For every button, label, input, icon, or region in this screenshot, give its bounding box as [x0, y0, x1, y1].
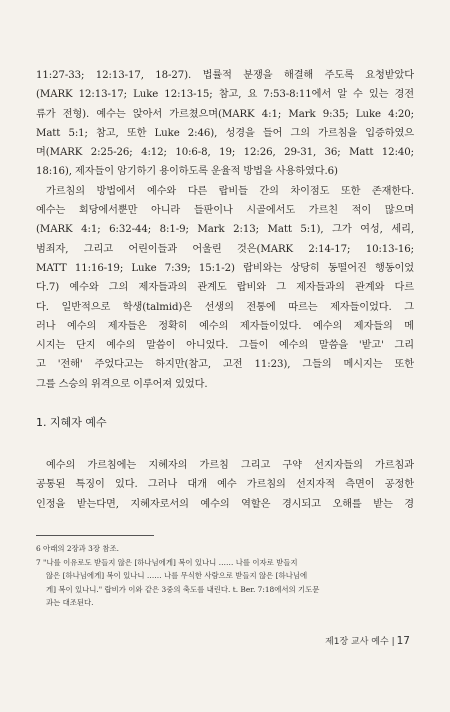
text-line: 시지는 단지 예수의 말씀이 아니었다. 그들이 예수의 말씀을 '받고' 그리	[36, 340, 414, 352]
page-footer	[325, 634, 410, 647]
footnote-divider	[36, 535, 154, 536]
text-line: 다.7) 예수와 그의 제자들과의 관계도 랍비와 그 제자들과의 관계와 다르	[36, 282, 414, 294]
text-line: 며(MARK 2:25-26; 4:12; 10:6-8, 19; 12:26, 29-31, 36; Matt 12:40;	[36, 147, 414, 159]
text-line: 인정을 받는다면, 지혜자로서의 예수의 역할은 경시되고 오해를 받는 경	[36, 498, 414, 510]
text-line: 18:16), 제자들이 암기하기 용이하도록 운율적 방법을 사용하였다.6)	[36, 166, 338, 178]
footnote-line: 과는 대조된다.	[46, 598, 94, 607]
text-line: 다. 일반적으로 학생(talmid)은 선생의 전통에 따르는 제자들이었다. 그	[36, 301, 414, 313]
text-line: 그를 스승의 위격으로 이루어져 있었다.	[36, 378, 208, 390]
text-line: (MARK 12:13-17; Luke 12:13-15; 참고, 요 7:53-8:11에서 알 수 있는 경전	[36, 89, 414, 101]
section-paragraph	[36, 456, 414, 514]
text-line: 러나 예수의 제자들은 정확히 예수의 제자들이었다. 예수의 제자들의 메	[36, 320, 414, 332]
text-line: 공통된 특징이 있다. 그러나 대개 예수 가르침의 선지자적 측면이 공정한	[36, 479, 414, 491]
footnote-line: 6 아래의 2장과 3장 참조.	[36, 544, 119, 553]
text-line: 범죄자, 그리고 어린이들과 어울린 것은(MARK 2:14-17; 10:13-16;	[36, 243, 414, 255]
body-paragraphs	[36, 66, 414, 394]
text-line: 류가 전형). 예수는 앉아서 가르쳤으며(MARK 4:1; Mark 9:35; Luke 4:20;	[36, 108, 414, 120]
text-line: (MARK 4:1; 6:32-44; 8:1-9; Mark 2:13; Matt 5:1), 그가 여성, 세리,	[36, 224, 414, 236]
section-heading: 1. 지혜자 예수	[36, 416, 107, 429]
footnotes	[36, 542, 414, 610]
running-title: 제1장 교사 예수	[325, 637, 389, 647]
text-line: Matt 5:1; 참고, 또한 Luke 2:46), 성경을 들어 그의 가르침을 입증하였으	[36, 127, 414, 139]
page-number: 17	[396, 635, 410, 647]
footnote-line: 7 "나를 이유로도 받들지 않은 [하나님에게] 복이 있나니 …… 나를 이자로 받들지	[36, 557, 298, 567]
text-line: 가르침의 방법에서 예수와 다른 랍비들 간의 차이점도 또한 존재한다.	[46, 185, 414, 197]
footnote-line: 게] 복이 있나니." 랍비가 이와 같은 3중의 축도를 내린다. t. Ber. 7:18에서의 기도문	[46, 584, 320, 594]
text-line: 고 '전해' 주었다고는 하지만(참고, 고전 11:23), 그들의 메시지는 또한	[36, 359, 414, 371]
footnote-line: 않은 [하나님에게] 복이 있나니 …… 나를 무식한 사람으로 받들지 않은 [하나님에	[46, 571, 308, 580]
text-line: 예수는 회당에서뿐만 아니라 들판이나 시골에서도 가르친 적이 많으며	[36, 205, 414, 217]
text-line: 예수의 가르침에는 지혜자의 가르침 그리고 구약 선지자들의 가르침과	[46, 460, 414, 471]
text-line: 11:27-33; 12:13-17, 18-27). 법률적 분쟁을 해결해 주도록 요청받았다	[36, 70, 414, 81]
text-line: MATT 11:16-19; Luke 7:39; 15:1-2) 랍비와는 상당히 동떨어진 행동이었	[36, 262, 414, 274]
page-separator: |	[391, 637, 395, 647]
